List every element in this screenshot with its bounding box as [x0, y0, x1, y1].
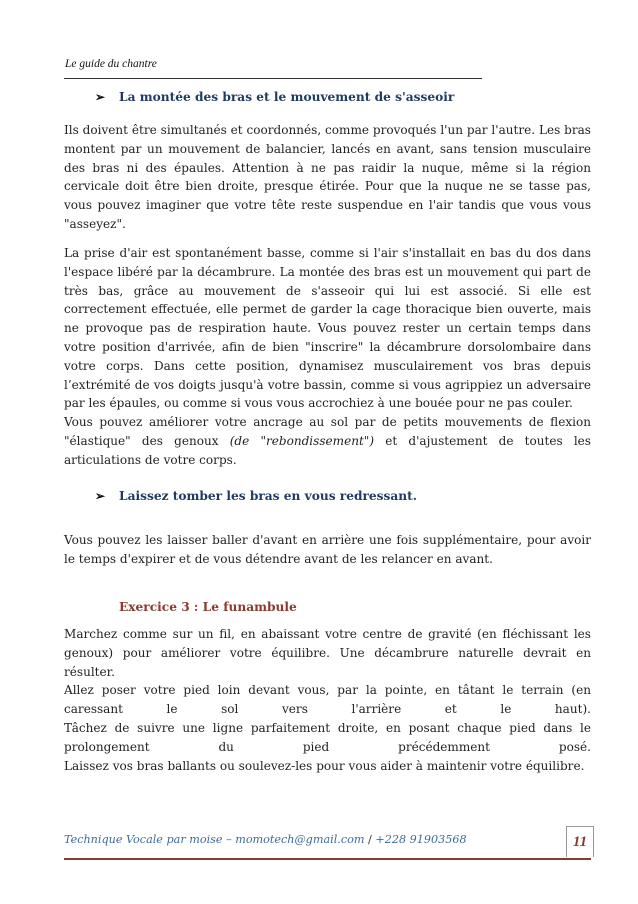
exercise-body	[64, 625, 591, 775]
section-heading-bras	[95, 90, 454, 104]
header-rule	[64, 78, 482, 79]
paragraph-text: Vous pouvez améliorer votre ancrage au sol par de petits mouvements de flexion "élastique" des genoux	[64, 415, 591, 448]
section-heading-text: La montée des bras et le mouvement de s'asseoir	[119, 90, 455, 104]
footer	[64, 833, 467, 846]
section-heading-laissez	[95, 489, 417, 503]
section1-body-2	[64, 244, 591, 470]
footer-separator: /	[368, 833, 372, 846]
section1-body	[64, 121, 591, 234]
exercise-heading: Exercice 3 : Le funambule	[119, 600, 297, 614]
paragraph-text: et d'ajustement de toutes les articulations de votre corps.	[64, 433, 591, 467]
arrowhead-bullet-icon: ➢	[95, 90, 106, 104]
paragraph-italic: (de "rebondissement")	[229, 433, 375, 448]
section-heading-text: Laissez tomber les bras en vous redressant.	[119, 489, 418, 503]
paragraph: Ils doivent être simultanés et coordonnés, comme provoqués l'un par l'autre. Les bras montent par un mouvement de balancier, lancés en avant, sans tension musculaire des bras ni des épaules. Attention à ne pas raidir la nuque, même si la région cervicale doit être bien droite, presque étirée. Pour que la nuque ne se tasse pas, vous pouvez imaginer que votre tête reste suspendue en l'air tandis que vous vous "asseyez".	[64, 123, 591, 231]
paragraph: Vous pouvez les laisser baller d'avant en arrière une fois supplémentaire, pour avoir le temps d'expirer et de vous détendre avant de les relancer en avant.	[64, 533, 591, 566]
footer-rule	[64, 858, 591, 860]
footer-phone: +228 91903568	[375, 833, 467, 846]
paragraph: Marchez comme sur un fil, en abaissant votre centre de gravité (en fléchissant les genoux) pour améliorer votre équilibre. Une décambrure naturelle devrait en résulter.	[64, 627, 591, 679]
section2-body	[64, 531, 591, 569]
paragraph: La prise d'air est spontanément basse, comme si l'air s'installait en bas du dos dans l'espace libéré par la décambrure. La montée des bras est un mouvement qui part de très bas, grâce au mouvement de s'asseoir qui lui est associé. Si elle est correctement effectuée, elle permet de garder la cage thoracique bien ouverte, mais ne provoque pas de respiration haute. Vous pouvez rester un certain temps dans votre position d'arrivée, afin de bien "inscrire" la décambrure dorsolombaire dans votre corps. Dans cette position, dynamisez musculairement vos bras depuis l’extrémité de vos doigts jusqu'à votre bassin, comme si vous agrippiez un adversaire par les épaules, ou comme si vous vous accrochiez à une bouée pour ne pas couler.	[64, 246, 591, 411]
footer-author: Technique Vocale par moise – momotech@gmail.com	[64, 833, 365, 846]
arrowhead-bullet-icon: ➢	[95, 489, 106, 503]
page-number: 11	[566, 826, 594, 857]
running-header-title: Le guide du chantre	[65, 58, 157, 70]
paragraph: Laissez vos bras ballants ou soulevez-les pour vous aider à maintenir votre équilibre.	[64, 758, 585, 773]
paragraph: Allez poser votre pied loin devant vous, par la pointe, en tâtant le terrain (en caressant le sol vers l'arrière et le haut).	[64, 683, 591, 717]
paragraph	[64, 413, 591, 469]
paragraph: Tâchez de suivre une ligne parfaitement droite, en posant chaque pied dans le prolongement du pied précédemment posé.	[64, 720, 591, 754]
